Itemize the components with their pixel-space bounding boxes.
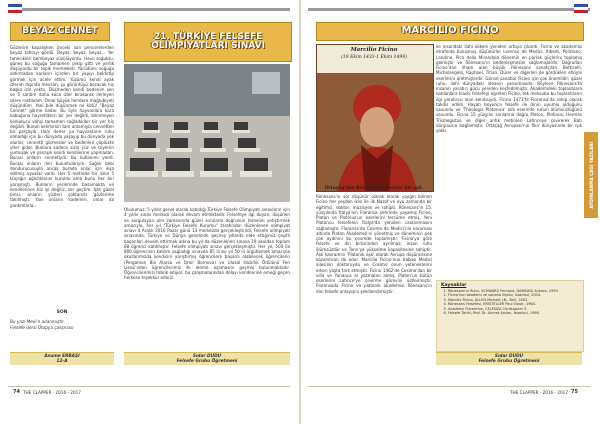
footer-left-text: THE CLAPPER · 2016 - 2017 <box>22 389 81 395</box>
references-list <box>437 289 583 315</box>
heading-olimpiyat: 21. TÜRKİYE FELSEFE OLİMPİYATLARI SINAVI <box>124 22 292 62</box>
portrait-name: Marcilio Ficino <box>350 47 398 53</box>
reference-item: 3. Marcilio Ficino, ALLEN Michael J.B., Brill, 2002. <box>448 298 579 302</box>
reference-item: 2. Ficino'nun akademi ve sanatla ilişkisi, İstanbul, 2004. <box>448 293 579 297</box>
exam-hall-illustration <box>124 64 290 202</box>
footer-rule-right <box>308 386 590 387</box>
page-number-right: 75 <box>571 389 578 395</box>
footer-right <box>510 388 581 396</box>
article-olimpiyat-body: Okulumuz, 5 yıldır genel olarak katıldığı Türkiye Felsefe Olimpiyatı sınavların için 4 yıldır sınav merkezi olarak devam etmektedir. Felsefeye ilgi duyan, düşünen ve sorgulayan aim zamanında güzel sorularla doğrunun temelini yetiştirmek amacıyla, her yıl "Türkiye Felsefe Kurumu" tarafından düzenlenen olimpiyat sınavı 4 Aralık 2016 Pazar günü 13 merkezde gerçekleştirildi. Felsefe olimpiyatı sınavında, Türkiye ve Dünya genelinde geçmiş yıllarda elde ettiğimiz çeşitli başarıları devam ettirmek adına bu yıl da düzenlenen sınava 19 okuldan toplam 88 öğrenci katılmıştır. Felsefe olimpiyatı sınavı gerçekleşmiştir. Her yıl, 500 ila 800 öğrencinin katılım sağladığı sınavda 85 ili bu yıl 50 ili örgütlemek amacıyla okullarımızda kendisini yarıştırmış öğrencilere başarılı olabilecek öğrencilerin (Pergamon Bio Alarsa ve İzmir Bornova) ve Ulusal Hazırlık Ödülünü Fen Lisesi'nden öğrencilerimiz ilk eleme aşamasını geçmiş bulunmaktadır. Öğrencilerimizi tebrik ediyor, bu çalışmalarından dolayı kendilerine emeği geçen herkese teşekkür ederiz. <box>124 207 290 281</box>
portrait-dates: (19 Ekim 1433-1 Ekim 1499) <box>341 55 407 60</box>
flag-icon <box>8 4 22 13</box>
article-ficino-body-b: ile insandaki ilahi kökeni yeniden ortaya çıkardı. Ficino ve akademisi etrafında buluşmuş düşünürler Lorenzo de Medici, Alberti, Poliziano, Landino, Pico della Mirandola dönemin en parlak güçlerini toplamış gelmiştir ve Rönesans'ın bedenleşmesini sağlamışlardır. Doğrudan Ficino'dan ilham alan büyük Rönesans sanatçıları Botticelli, Michelangelo, Raphael, Titian, Dürer ve diğerleri de gördükleri etkiyle eserlerini üretmişlerdir. Görsel sanatlar Ficino için çok önemlidir; güzel ruhu, ilahi dünyadaki ideanın yansımasıdır. Böylece Rönesans'ta insanın yaratıcı gücü yeniden keşfedilmiştir. Akademideki toplantılara katılanlara klasik felsefeyi öğreten Ficino, tek meksubu bu toplantıların ilgi yaratıcısı olan kendisiydi. Ficino 1473'te Floransa'da rahip olarak takdis edildi. Hayatı boyunca felsefe ile dinin uyumlu olduğunu savundu ve 'Theologia Platonica' adlı eserinde ruhun ölümsüzlüğünü savundu. Ficino 15 yüzyılın sonlarına doğru Platon, Plotinus, Hermes Trismegistus ve diğer antik metinleri Latinceye çevirerek Batı dünyasına bağlamıştır. Ortaçağ Avrupası'nın fikir dünyasında bir ışık yaktı. <box>436 44 582 133</box>
reference-item: 6. Felsefe Tarihi, Prof. Dr. Ahmet Arslan, İstanbul, 1998. <box>448 311 579 315</box>
article-beyaz-cennet-body: Gözlerim kapalıyken önceki son pencerelerden beyaz tahtayı gördü. Beyaz, beyaz, beyaz... Yer tanecikleri bembeyaz süzülüyordu. Havu soğuktu, güneş bu soğuğu tamamen çekip gitti ve yerlik düşüyordu bir tepik memleketi. Yürüdüm, soğuğa aldırmadan karların içinden bir yapıyı beldirtip görmek için acele ettim. Yüzümü kendi ayak izlerim dışında mevsim, şu görüntüyü bozacak hiç başka izin yoktu. Düşmeden kendi bedenim sen ve 5 santim daha koca izler bırakarak ilerleyen izlere rastladım. Onlar büyük hendere mağlubiyeti düşündüm. Yani bile düşünmek ne kötü! "Beyaz Cennet" görme kadar. Bu öyle hayvanlara kara kabuğuna hayretlikleri bir yer değildi, bilinmeyen korkutucu vahşi tamamen sağladıkları bir yer hiç değildi. Bunun kelimenin tam anlamıyla cennetten bir parçaydı. Hani derler ya hayvanların ruhu olmadığı için bu dünyada yaşayıp bu dünyada yok olurlar, cennetti görmezler ve bedenleri çöplükte yiter gider. Bunlara sadece sizin yüz ve tüylerin yumuşak ve yanaşık kendi kendilerine yapmadan. Burası onların cennetiydi. Bu kullanımı yerdi. Burası onların ileri buluntularıydı. Sağlık bebi dondurucusuyla ancak burada onlar için inşa edilmiş uyuklar vardı. Her 5 metrede bir izine 5 küçeğin ağlıdıklarını kuruldu ama bunu her biri yarışmıştı. Bunların yerlerinde basamakta ve kendilerince biz iyi değiliz, zor geçtim. İşte güzel birisi, onların yüzleri çoktandır gözlerime takılmıştı. Yani onların kaderleri, onlar da yardımlarla... <box>10 45 114 208</box>
author-name: Sıdar DUDU <box>192 354 222 359</box>
reference-item: 5. Academy Florentine, CELENZA Christopher S. <box>448 307 579 311</box>
dedication-line: Bu yazı Mevi'e adanmıştır. <box>10 319 65 324</box>
portrait-caption: Ortaçağ'dan Rönesans'a geçişte bir ışık. <box>324 186 424 191</box>
footer-left <box>10 388 81 396</box>
article-beyaz-cennet-end <box>10 310 114 330</box>
section-side-tab <box>584 132 598 218</box>
author-name: Sıdar DUDU <box>494 354 524 359</box>
flag-icon <box>574 4 588 13</box>
page-number-left: 74 <box>13 389 20 395</box>
reference-item: 1. Rönesans'ın Ruhu, SCHWARZ Fernand, DAMKAYA Ankara, 1990. <box>448 289 579 293</box>
top-ribbon-left <box>8 8 290 11</box>
references-title: Kaynaklar <box>441 283 467 288</box>
portrait-illustration <box>317 45 433 191</box>
references-box <box>436 280 584 352</box>
dedication-note: Felsefe dersi Ütopya çalışması <box>10 324 74 330</box>
footer-right-text: THE CLAPPER · 2016 - 2017 <box>510 389 568 395</box>
ficino-portrait <box>316 44 434 192</box>
author-signature <box>124 352 290 365</box>
author-class: 12-A <box>56 359 68 364</box>
heading-ficino: MARCILIO FICINO <box>316 22 584 41</box>
article-ficino-body-a: Rönesans'ın sor düşünür olarak olarak yaygın bilinen Ficino her yeşden ikisi ile ilk Nazof ve oyu zamanda bir eğitimci, doktor, müzisyen ve rahipti. Rönesans'ın 15. yüzyılında İtalya'nın Floransa şehrinde yaşamış Ficino, Platon ve Plotinus'un eserlerini tercüme etmiş, Yeni Platoncu felsefenin İtalya'da yeniden canlanmasını sağlamıştır. Floransa'da Cosimo de Medici'nin koruması altında Platon Akademisi'ni yönetmiş ve döneminin pek çok aydınını bu çevrede toplamıştır. Ficino'ya göre felsefe ve din birbirinden ayrılmaz; insan ruhu ölümsüzdür ve Tanrı'ya yükselme kapasitesine sahiptir. Aşk kavramını 'Platonik aşk' olarak Avrupa düşüncesine kazandıran da odur. Marcilio Ficino'nun babası Medici ailesinin doktoruydu ve Cosimo onun yeteneklerini erken yaşta fark etmiştir. Ficino 1462'de Cosimo'dan bir villa ve Yunanca el yazmaları almış, Platon'un bütün eserlerini Latince'ye çevirme görevini üstlenmiştir. Florensada Ficino ve platonik akademisi Rönesans'ın dini felsefe anlayışını şekillendirmiştir. <box>316 194 432 294</box>
author-title: Felsefe Grubu Öğretmeni <box>478 359 540 364</box>
end-mark: SON <box>56 310 68 315</box>
author-name: Asume ERBAŞI <box>44 354 80 359</box>
side-tab-label: AYDINLANMA ÇAĞI YAZILARI <box>588 141 594 209</box>
dedication <box>10 319 114 330</box>
author-signature <box>10 352 114 365</box>
reference-item: 4. Rönesans Felsefesi, KRISTELLER Paul Oskar, 1964. <box>448 302 579 306</box>
author-title: Felsefe Grubu Öğretmeni <box>176 359 238 364</box>
exam-hall-photo <box>124 64 290 202</box>
top-ribbon-right <box>308 8 590 11</box>
author-signature <box>436 352 582 365</box>
page-gutter <box>299 0 301 424</box>
heading-beyaz-cennet: BEYAZ CENNET <box>10 22 110 41</box>
footer-rule-left <box>8 386 290 387</box>
